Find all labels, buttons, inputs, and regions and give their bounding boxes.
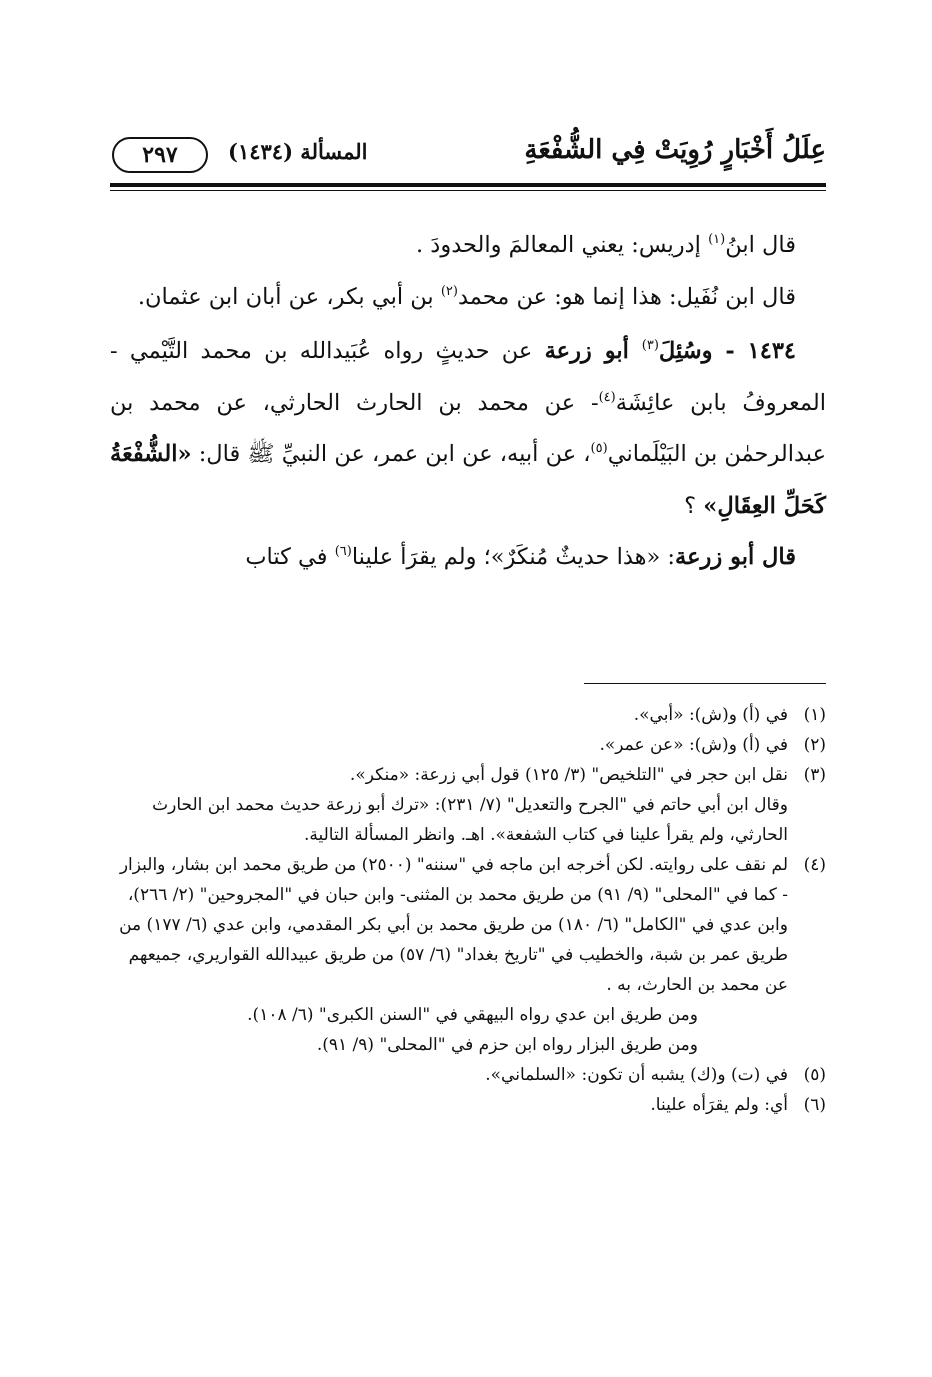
footnote-ref-6: (٦) xyxy=(334,544,352,559)
footnote-ref-3: (٣) xyxy=(641,338,659,353)
entry-number: ١٤٣٤ - وسُئِلَ xyxy=(658,338,796,364)
footnotes xyxy=(110,700,826,1120)
hadith-text: «الشُّفْعَةُ كَحَلِّ العِقَالِ» xyxy=(110,441,826,519)
footnote-2: (٢) في (أ) و(ش): «عن عمر». xyxy=(599,735,826,755)
footnote-4: (٤) لم نقف على روايته. لكن أخرجه ابن ماجه في "سننه" (٢٥٠٠) من طريق محمد ابن بشار، والبزار - كما في "المحلى" (٩/ ٩١) من طريق محمد بن المثنى- وابن حبان في "المجروحين" (٢/ ٢٦٦)، وابن عدي في "الكامل" (٦/ ١٨٠) من طريق محمد بن أبي بكر المقدمي، وابن عدي (٦/ ١٧٧) من طريق عمر بن شبة، والخطيب في "تاريخ بغداد" (٦/ ٥٧) من طريق عبيدالله القواريري، جميعهم عن محمد بن الحارث، به . ومن طريق ابن عدي رواه البيهقي في "السنن الكبرى" (٦/ ١٠٨). ومن طريق البزار رواه ابن حزم في "المحلى" (٩/ ٩١). xyxy=(119,855,826,1055)
footnote-ref-4: (٤) xyxy=(598,389,616,405)
entry-1434: ١٤٣٤ - وسُئِلَ$^{(٣)}$ أبو زرعة عن حديثٍ رواه عُبَيدالله بن محمد التَّيْمي - المعروفُ بابن عائِشَة$^{(٤)}$- عن محمد بن الحارث الحارثي، عن محمد بن عبدالرحمٰن بن البَيْلَماني$^{(٥)}$، عن أبيه، عن ابن عمر، عن النبيِّ ﷺ قال: «الشُّفْعَةُ كَحَلِّ العِقَالِ» ؟ xyxy=(110,338,826,519)
footnote-1: (١) في (أ) و(ش): «أبي». xyxy=(633,705,826,725)
footnote-separator xyxy=(584,683,826,684)
running-header xyxy=(110,135,826,179)
asker-name: أبو زرعة xyxy=(544,338,642,364)
issue-label: المسألة (١٤٣٤) xyxy=(228,139,368,164)
footnote-ref-5: (٥) xyxy=(590,441,608,456)
paragraph-ibn-nufayl: قال ابن نُفَيل: هذا إنما هو: عن محمد$^{(٢)}$ بن أبي بكر، عن أبان ابن عثمان. xyxy=(137,283,796,310)
footnote-ref-2: (٢) xyxy=(440,283,458,299)
header-rule-thin xyxy=(110,190,826,191)
footnote-3: (٣) نقل ابن حجر في "التلخيص" (٣/ ١٢٥) قول أبي زرعة: «منكر». وقال ابن أبي حاتم في "الجرح والتعديل" (٧/ ٢٣١): «ترك أبو زرعة حديث محمد ابن الحارث الحارثي، ولم يقرأ علينا في كتاب الشفعة». اهـ. وانظر المسألة التالية. xyxy=(152,765,826,845)
book-title: عِلَلُ أَخْبَارٍ رُوِيَتْ فِي الشُّفْعَةِ xyxy=(524,135,826,165)
footnote-6: (٦) أي: ولم يقرَأه علينا. xyxy=(650,1095,826,1115)
header-rule-thick xyxy=(110,183,826,187)
page-number: ٢٩٧ xyxy=(142,142,178,168)
speaker-name: قال أبو زرعة xyxy=(675,544,796,570)
paragraph-ibn-idris: قال ابنُ$^{(١)}$ إدريس: يعني المعالمَ والحدودَ . xyxy=(416,232,796,258)
footnote-ref-1: (١) xyxy=(708,232,726,247)
paragraph-abu-zura: قال أبو زرعة: «هذا حديثٌ مُنكَرٌ»؛ ولم يقرَأ علينا$^{(٦)}$ في كتاب xyxy=(245,544,796,570)
footnote-5: (٥) في (ت) و(ك) يشبه أن تكون: «السلماني». xyxy=(485,1065,826,1085)
page-number-badge xyxy=(112,137,208,173)
main-text xyxy=(110,220,826,584)
